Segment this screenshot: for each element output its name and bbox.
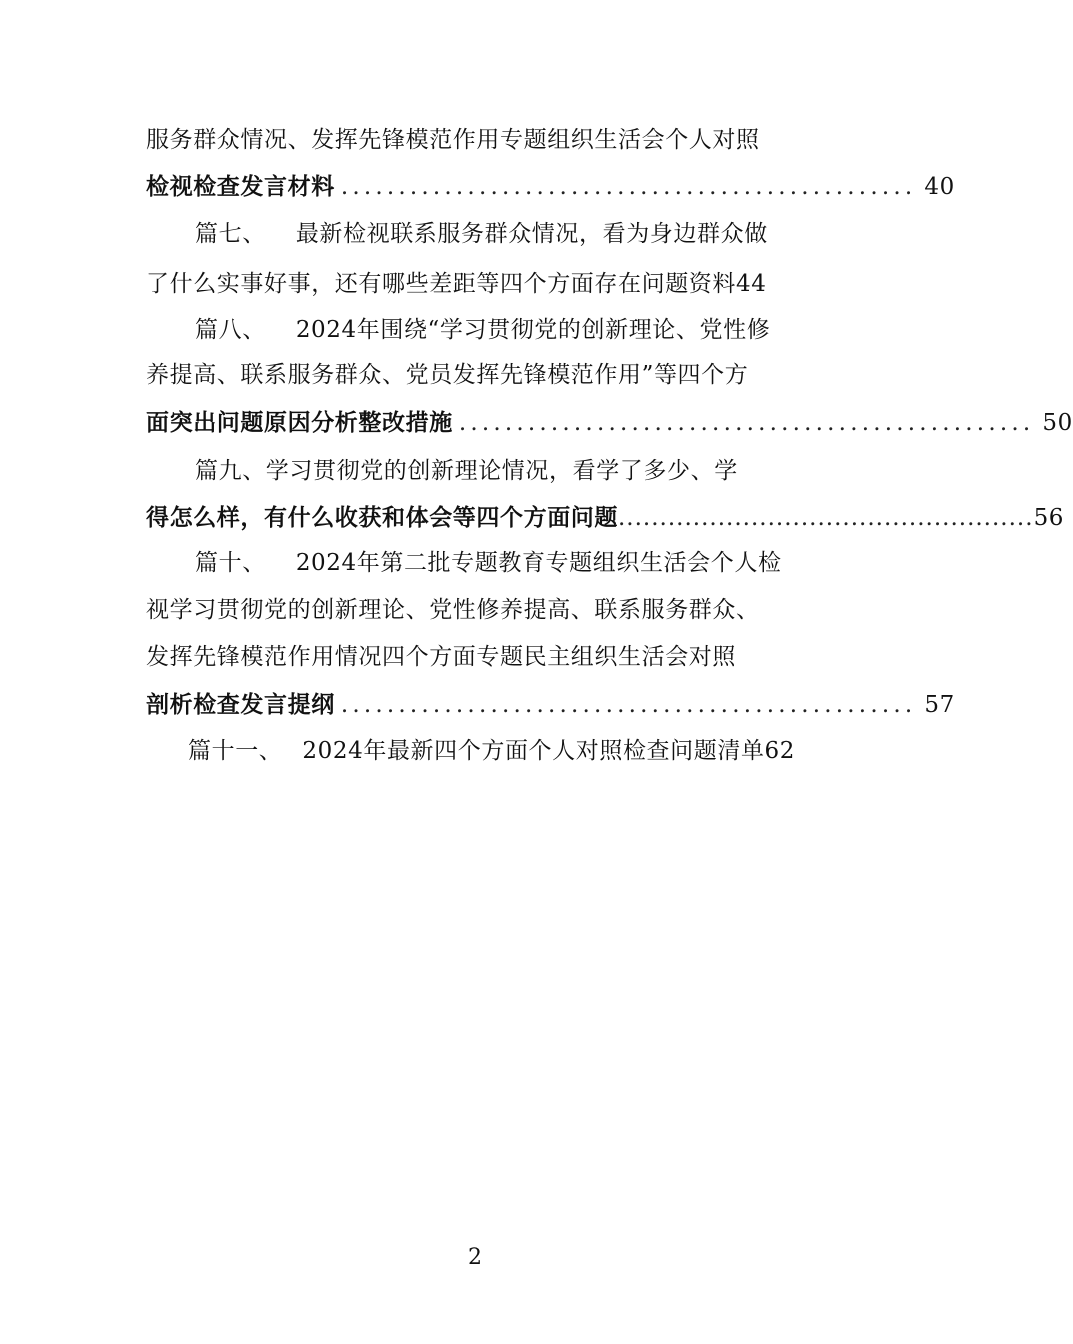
- toc-entry-10-line-2: [146, 590, 802, 630]
- toc-page-number: 57: [924, 692, 955, 718]
- toc-entry-8-line-3[interactable]: [146, 403, 1073, 443]
- toc-entry-6-line-1: [146, 120, 802, 160]
- toc-leader-dots: ..................................................: [340, 174, 917, 200]
- toc-entry-6-line-2[interactable]: [146, 167, 955, 207]
- toc-title: 检视检查发言材料: [146, 174, 335, 200]
- toc-entry-7-line-1[interactable]: [195, 214, 827, 254]
- toc-chapter-label: 篇七、: [195, 221, 266, 247]
- toc-entry-9-line-1[interactable]: [195, 451, 827, 491]
- toc-entry-10-line-3: [146, 637, 802, 677]
- toc-page-number: 62: [764, 738, 796, 764]
- toc-page-number: 50: [1042, 410, 1073, 436]
- toc-text: 篇九、学习贯彻党的创新理论情况，看学了多少、学: [195, 458, 738, 484]
- toc-leader-dots: ..................................................: [340, 692, 917, 718]
- toc-page-number: 44: [736, 271, 767, 297]
- toc-entry-7-line-2[interactable]: [146, 264, 816, 304]
- toc-text: 2024年围绕“学习贯彻党的创新理论、党性修: [295, 317, 771, 343]
- toc-text: 服务群众情况、发挥先锋模范作用专题组织生活会个人对照: [146, 127, 760, 153]
- toc-title: 得怎么样，有什么收获和体会等四个方面问题: [146, 505, 618, 531]
- toc-entry-9-line-2[interactable]: [146, 498, 1065, 538]
- toc-chapter-label: 篇八、: [195, 317, 266, 343]
- toc-title: 剖析检查发言提纲: [146, 692, 335, 718]
- toc-entry-8-line-1[interactable]: [195, 310, 827, 350]
- toc-text: 养提高、联系服务群众、党员发挥先锋模范作用”等四个方: [146, 362, 749, 388]
- toc-entry-10-line-4[interactable]: [146, 685, 955, 725]
- toc-title: 面突出问题原因分析整改措施: [146, 410, 453, 436]
- toc-entry-8-line-2: [146, 355, 802, 395]
- toc-entry-10-line-1[interactable]: [195, 543, 827, 583]
- toc-text: 最新检视联系服务群众情况，看为身边群众做: [295, 221, 768, 247]
- toc-text: 视学习贯彻党的创新理论、党性修养提高、联系服务群众、: [146, 597, 760, 623]
- toc-page-number: 40: [924, 174, 955, 200]
- toc-chapter-label: 篇十、: [195, 550, 266, 576]
- toc-entry-11-line-1[interactable]: [188, 731, 848, 771]
- page-number: 2: [468, 1245, 482, 1270]
- toc-leader-dots: ..................................................: [458, 410, 1035, 436]
- toc-chapter-label: 篇十一、: [188, 738, 283, 764]
- toc-text: 2024年最新四个方面个人对照检查问题清单: [302, 738, 765, 764]
- toc-page-number: 56: [1033, 505, 1065, 531]
- toc-text: 2024年第二批专题教育专题组织生活会个人检: [295, 550, 782, 576]
- toc-leader-dots: ..................................................: [618, 505, 1034, 531]
- toc-text: 了什么实事好事，还有哪些差距等四个方面存在问题资料: [146, 271, 736, 297]
- toc-text: 发挥先锋模范作用情况四个方面专题民主组织生活会对照: [146, 644, 736, 670]
